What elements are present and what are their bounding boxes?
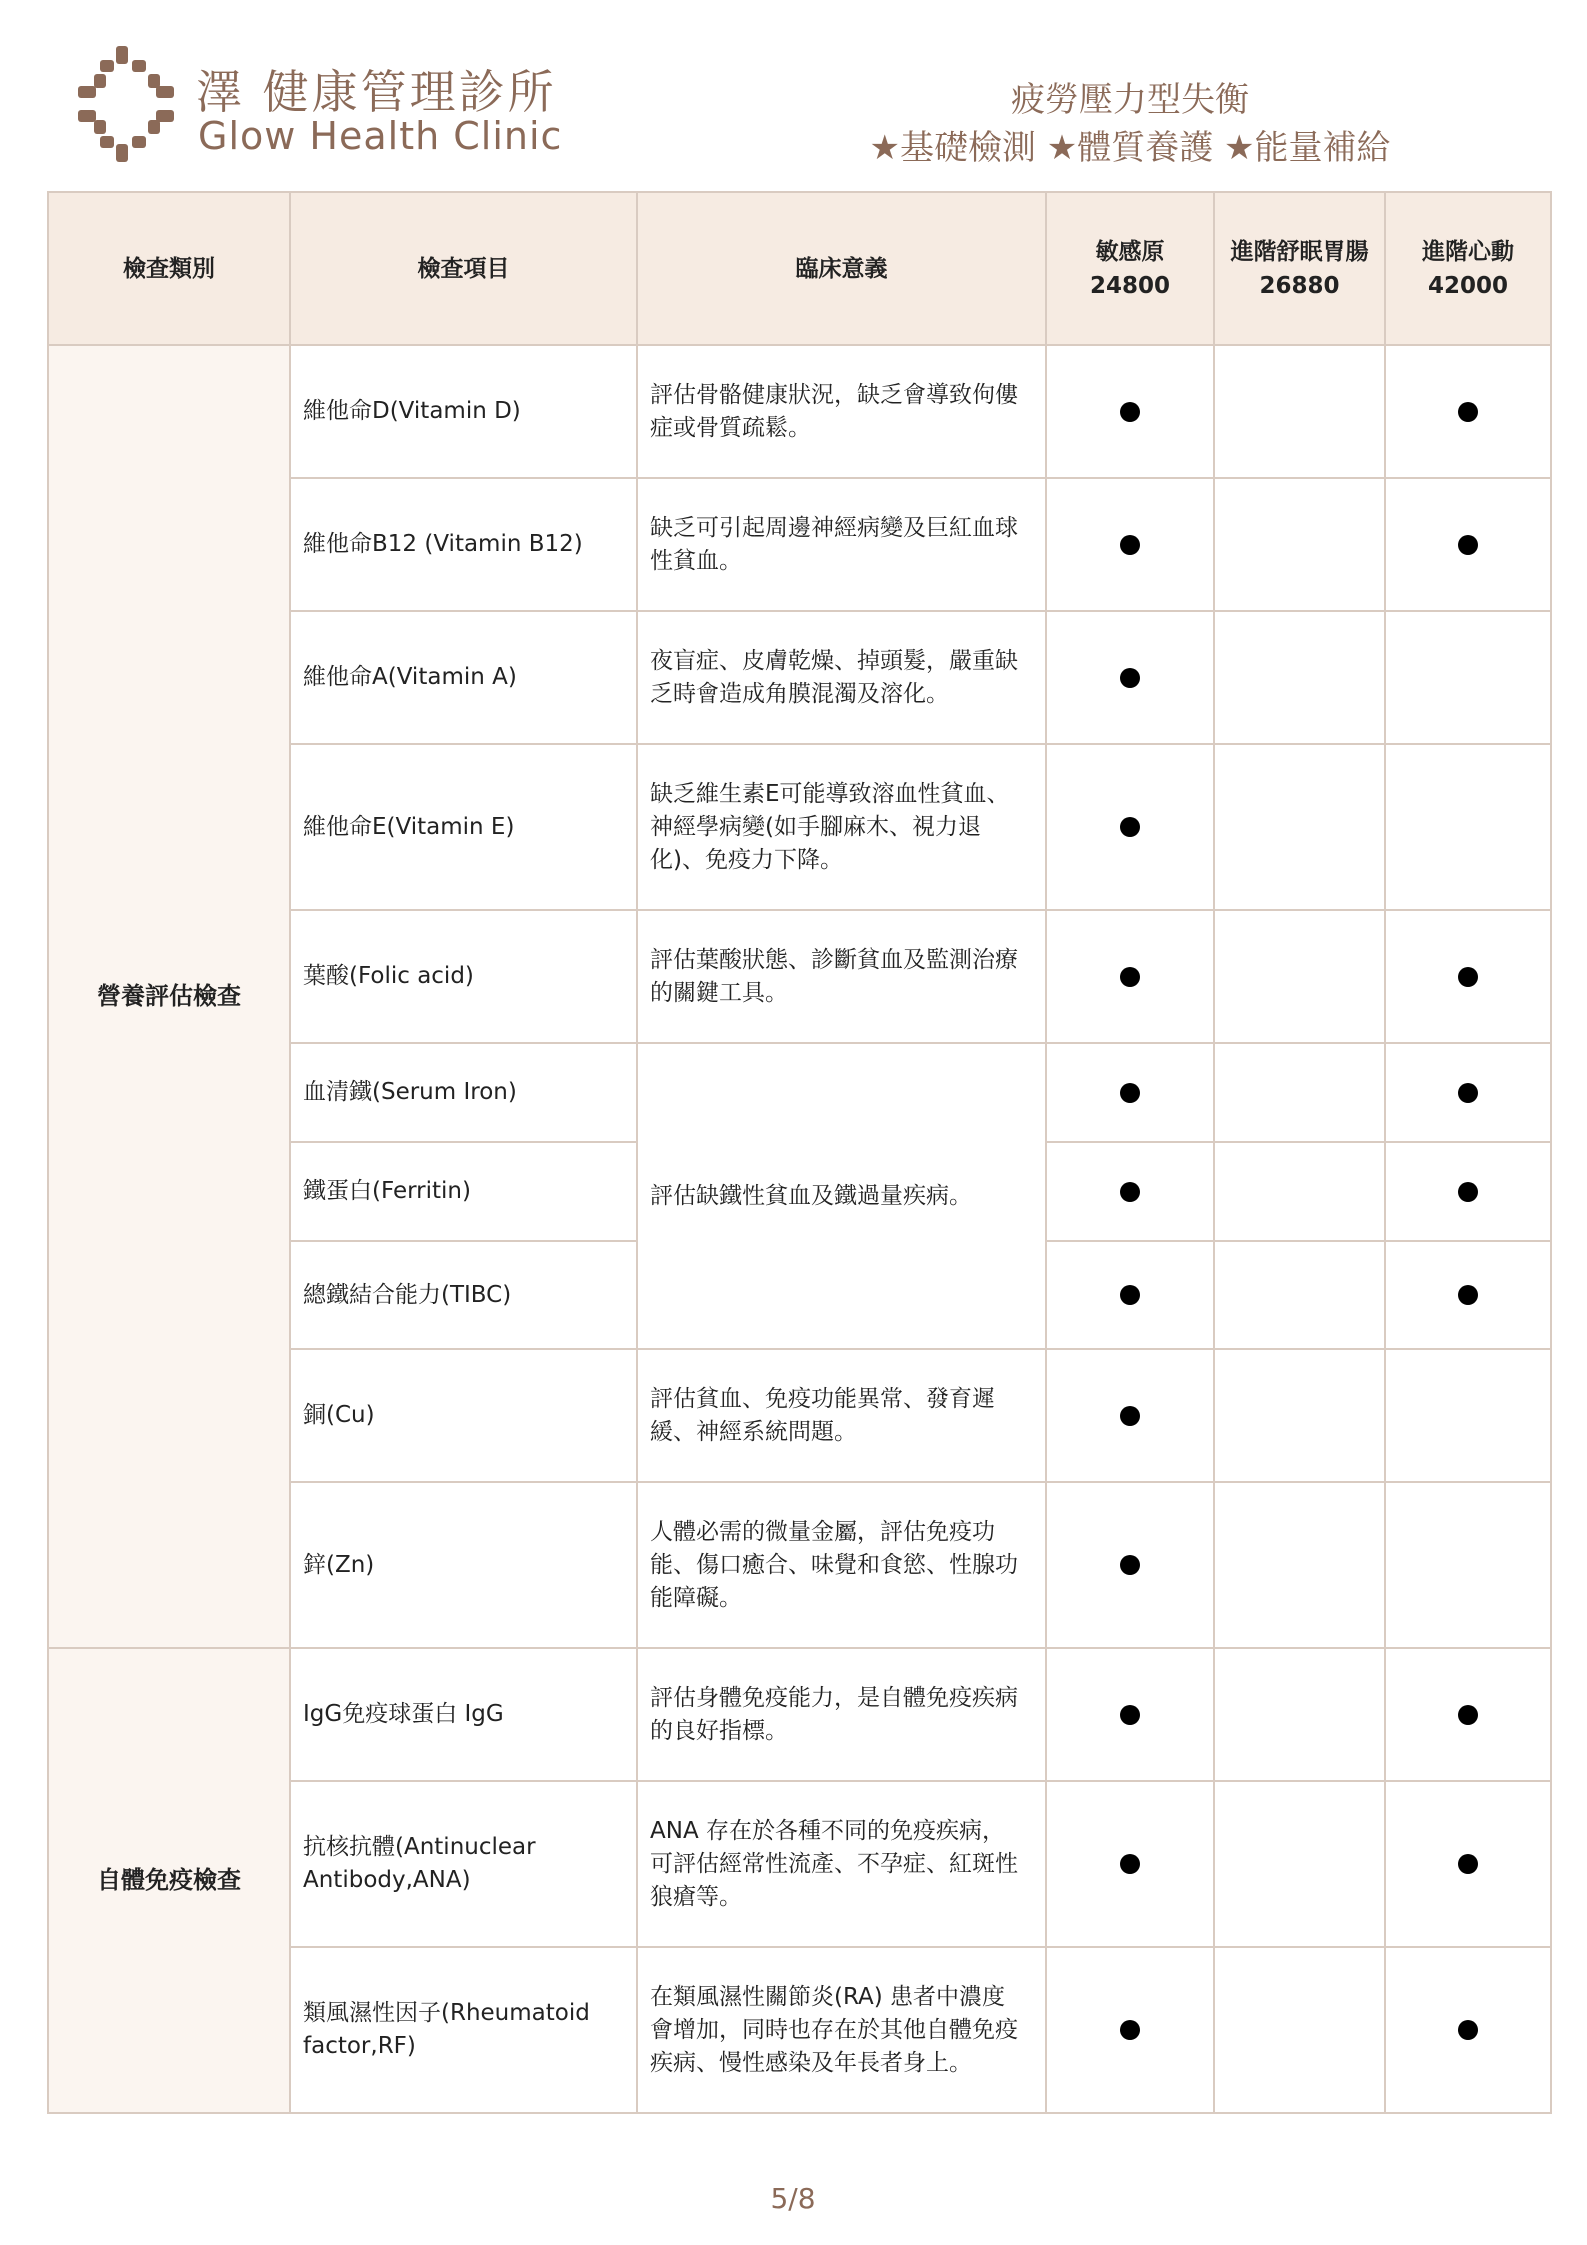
mark-cell [1046,1482,1214,1648]
table-row [48,1648,1551,1781]
mark-cell [1214,1648,1385,1781]
mark-cell [1214,910,1385,1043]
package-3-price: 42000 [1427,272,1509,299]
mark-cell [1385,1648,1551,1781]
item-cell: 抗核抗體(Antinuclear Antibody,ANA) [290,1781,637,1947]
mark-cell [1046,345,1214,478]
item-cell: 維他命B12 (Vitamin B12) [290,478,637,611]
mark-cell [1046,1947,1214,2113]
category-cell: 自體免疫檢查 [48,1648,290,2113]
included-dot-icon [1120,1705,1140,1725]
meaning-cell: 夜盲症、皮膚乾燥、掉頭髮，嚴重缺乏時會造成角膜混濁及溶化。 [637,611,1046,744]
clinic-name-cn: 澤 健康管理診所 [196,65,557,119]
included-dot-icon [1458,967,1478,987]
mark-cell [1046,1142,1214,1241]
item-cell: 維他命D(Vitamin D) [290,345,637,478]
meaning-cell: 評估身體免疫能力，是自體免疫疾病的良好指標。 [637,1648,1046,1781]
included-dot-icon [1458,535,1478,555]
mark-cell [1214,1043,1385,1142]
included-dot-icon [1458,1083,1478,1103]
included-dot-icon [1120,668,1140,688]
mark-cell [1385,1947,1551,2113]
mark-cell [1385,744,1551,910]
included-dot-icon [1458,1182,1478,1202]
mark-cell [1214,1482,1385,1648]
document-subtitle: ★基礎檢測 ★體質養護 ★能量補給 [869,128,1391,168]
item-cell: 維他命E(Vitamin E) [290,744,637,910]
mark-cell [1385,611,1551,744]
mark-cell [1046,1781,1214,1947]
mark-cell [1214,478,1385,611]
mark-cell [1046,1349,1214,1482]
mark-cell [1214,1241,1385,1349]
included-dot-icon [1120,2020,1140,2040]
mark-cell [1214,1781,1385,1947]
mark-cell [1214,1947,1385,2113]
included-dot-icon [1120,817,1140,837]
meaning-cell: 評估缺鐵性貧血及鐵過量疾病。 [637,1043,1046,1349]
mark-cell [1046,1241,1214,1349]
item-cell: 銅(Cu) [290,1349,637,1482]
included-dot-icon [1120,535,1140,555]
included-dot-icon [1120,402,1140,422]
included-dot-icon [1120,1406,1140,1426]
included-dot-icon [1120,1083,1140,1103]
mark-cell [1385,1349,1551,1482]
item-cell: 血清鐵(Serum Iron) [290,1043,637,1142]
mark-cell [1385,1781,1551,1947]
col-header-item: 檢查項目 [290,192,637,345]
item-cell: 鐵蛋白(Ferritin) [290,1142,637,1241]
mark-cell [1385,1241,1551,1349]
mark-cell [1385,345,1551,478]
category-cell: 營養評估檢查 [48,345,290,1648]
document-title: 疲勞壓力型失衡 [1011,80,1249,120]
meaning-cell: 在類風濕性關節炎(RA) 患者中濃度會增加，同時也存在於其他自體免疫疾病、慢性感染及年長者身上。 [637,1947,1046,2113]
mark-cell [1214,611,1385,744]
mark-cell [1385,1043,1551,1142]
included-dot-icon [1120,1555,1140,1575]
item-cell: 鋅(Zn) [290,1482,637,1648]
included-dot-icon [1458,1854,1478,1874]
mark-cell [1214,744,1385,910]
clinic-logo-icon [72,44,182,164]
meaning-cell: 評估骨骼健康狀況，缺乏會導致佝僂症或骨質疏鬆。 [637,345,1046,478]
package-2-name: 進階舒眠胃腸 [1230,238,1369,265]
mark-cell [1385,478,1551,611]
mark-cell [1385,1482,1551,1648]
col-header-package-1 [1046,192,1214,345]
col-header-package-3 [1385,192,1551,345]
included-dot-icon [1458,402,1478,422]
mark-cell [1046,910,1214,1043]
mark-cell [1385,1142,1551,1241]
included-dot-icon [1120,1285,1140,1305]
page-number: 5/8 [770,2182,816,2215]
item-cell: 類風濕性因子(Rheumatoid factor,RF) [290,1947,637,2113]
included-dot-icon [1458,1705,1478,1725]
mark-cell [1046,1043,1214,1142]
table-header-row [48,192,1551,345]
package-2-price: 26880 [1259,272,1340,299]
meaning-cell: 缺乏可引起周邊神經病變及巨紅血球性貧血。 [637,478,1046,611]
package-3-name: 進階心動 [1422,238,1514,265]
mark-cell [1214,345,1385,478]
package-1-price: 24800 [1089,272,1171,299]
package-1-name: 敏感原 [1095,238,1165,265]
mark-cell [1046,478,1214,611]
col-header-category: 檢查類別 [48,192,290,345]
item-cell: 維他命A(Vitamin A) [290,611,637,744]
included-dot-icon [1458,1285,1478,1305]
mark-cell [1046,611,1214,744]
included-dot-icon [1458,2020,1478,2040]
mark-cell [1214,1142,1385,1241]
table-row [48,345,1551,478]
meaning-cell: ANA 存在於各種不同的免疫疾病，可評估經常性流產、不孕症、紅斑性狼瘡等。 [637,1781,1046,1947]
meaning-cell: 評估葉酸狀態、診斷貧血及監測治療的關鍵工具。 [637,910,1046,1043]
item-cell: 總鐵結合能力(TIBC) [290,1241,637,1349]
included-dot-icon [1120,1182,1140,1202]
meaning-cell: 評估貧血、免疫功能異常、發育遲緩、神經系統問題。 [637,1349,1046,1482]
clinic-name-en: Glow Health Clinic [198,114,563,158]
item-cell: IgG免疫球蛋白 IgG [290,1648,637,1781]
meaning-cell: 缺乏維生素E可能導致溶血性貧血、神經學病變(如手腳麻木、視力退化)、免疫力下降。 [637,744,1046,910]
col-header-meaning: 臨床意義 [637,192,1046,345]
mark-cell [1385,910,1551,1043]
mark-cell [1046,1648,1214,1781]
mark-cell [1214,1349,1385,1482]
meaning-cell: 人體必需的微量金屬，評估免疫功能、傷口癒合、味覺和食慾、性腺功能障礙。 [637,1482,1046,1648]
included-dot-icon [1120,967,1140,987]
mark-cell [1046,744,1214,910]
col-header-package-2 [1214,192,1385,345]
included-dot-icon [1120,1854,1140,1874]
item-cell: 葉酸(Folic acid) [290,910,637,1043]
checkup-table [47,191,1552,2114]
